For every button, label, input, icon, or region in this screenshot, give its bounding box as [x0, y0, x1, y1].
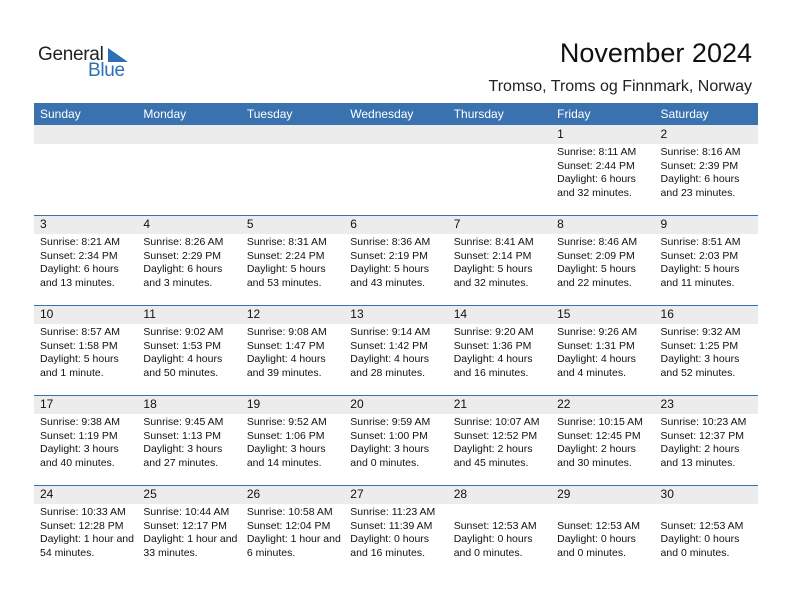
sunrise-text [143, 146, 240, 160]
daylight-minutes-text: and 1 minute. [40, 366, 104, 379]
sunrise-text: Sunrise: 10:07 AM [453, 416, 540, 428]
sunset-text: Sunset: 1:36 PM [453, 339, 532, 352]
day-cell [137, 485, 240, 575]
daylight-minutes-text: 33 minutes. [143, 546, 198, 559]
sunset-text: Sunset: 12:53 AM [557, 519, 640, 532]
week-cells [34, 125, 758, 215]
day-cell [241, 125, 344, 215]
sunrise-text: Sunrise: 9:45 AM [143, 416, 224, 428]
day-cell [655, 125, 758, 215]
daylight-minutes-text [247, 187, 344, 201]
daylight-minutes-text: and 32 minutes. [557, 186, 632, 199]
sunrise-text: Sunrise: 8:16 AM [660, 146, 741, 158]
sun-info [454, 416, 551, 470]
day-cell [551, 305, 654, 395]
sun-info [350, 506, 447, 560]
location-subtitle: Tromso, Troms og Finnmark, Norway [488, 78, 752, 95]
sun-info [247, 506, 344, 560]
day-number: 29 [557, 487, 571, 501]
day-number: 7 [453, 217, 461, 231]
day-cell [551, 125, 654, 215]
daylight-minutes-text: and 13 minutes. [40, 276, 115, 289]
page-title: November 2024 [559, 38, 752, 68]
daylight-minutes-text: and 32 minutes. [453, 276, 529, 289]
sun-info [557, 416, 654, 470]
sunset-text: Sunset: 1:53 PM [143, 339, 222, 352]
day-cell [448, 485, 551, 575]
daylight-minutes-text: and 14 minutes. [246, 456, 322, 469]
sunrise-text [40, 146, 137, 160]
daylight-text: Daylight: 2 hours [453, 443, 533, 455]
sunset-text: Sunset: 12:04 PM [246, 519, 331, 532]
daylight-text: Daylight: 3 hours [350, 443, 430, 455]
sunset-text: Sunset: 2:34 PM [40, 249, 118, 262]
day-number [247, 125, 344, 144]
sun-info [40, 416, 137, 470]
sunset-text [40, 160, 137, 174]
daylight-minutes-text: and 0 minutes. [660, 546, 730, 559]
sunset-text: Sunset: 1:25 PM [660, 339, 739, 352]
sunset-text: Sunset: 1:47 PM [246, 339, 325, 352]
sunset-text: Sunset: 12:37 PM [660, 429, 744, 442]
daylight-minutes-text: and 16 minutes. [453, 366, 529, 379]
sunrise-text: Sunrise: 8:31 AM [246, 236, 327, 248]
sunset-text: Sunset: 12:53 AM [660, 519, 744, 532]
weekday-header-row [34, 103, 758, 125]
sunrise-text: Sunrise: 8:51 AM [660, 236, 741, 248]
sunrise-text [661, 506, 758, 520]
weekday-header-thursday: Thursday [453, 107, 504, 121]
sun-info [143, 236, 240, 290]
daylight-minutes-text: and 4 minutes. [557, 366, 626, 379]
day-cell [241, 215, 344, 305]
sunrise-text: Sunrise: 9:02 AM [143, 326, 224, 338]
daylight-text: Daylight: 0 hours [557, 533, 636, 545]
sun-info [40, 326, 137, 380]
sun-info [557, 146, 654, 200]
daylight-minutes-text: and 0 minutes. [453, 546, 523, 559]
day-number: 25 [143, 487, 157, 501]
daylight-text: Daylight: 0 hours [350, 533, 430, 545]
sunset-text: Sunset: 2:24 PM [246, 249, 325, 262]
calendar-weeks [34, 125, 758, 575]
day-number: 30 [660, 487, 674, 501]
sun-info [661, 236, 758, 290]
sunrise-text [454, 506, 551, 520]
calendar-week-row [34, 125, 758, 215]
sunrise-text: Sunrise: 9:26 AM [557, 326, 638, 338]
day-number: 12 [246, 307, 261, 321]
day-cell [137, 395, 240, 485]
daylight-minutes-text [143, 187, 240, 201]
day-cell [551, 485, 654, 575]
day-cell [34, 215, 137, 305]
sunrise-text: Sunrise: 10:23 AM [660, 416, 747, 428]
sun-info [557, 506, 654, 560]
day-cell [344, 125, 447, 215]
daylight-minutes-text: and 40 minutes. [40, 456, 115, 469]
brand-logo [38, 44, 138, 80]
day-number: 8 [557, 217, 564, 231]
sunset-text: Sunset: 1:00 PM [350, 429, 428, 442]
sunset-text: Sunset: 2:29 PM [143, 249, 222, 262]
sun-info [350, 326, 447, 380]
sun-info [40, 236, 137, 290]
sun-info [143, 326, 240, 380]
day-cell [344, 485, 447, 575]
daylight-minutes-text: and 3 minutes. [143, 276, 213, 289]
day-cell [344, 215, 447, 305]
daylight-text [350, 173, 447, 187]
day-number: 26 [246, 487, 261, 501]
day-number: 24 [40, 487, 54, 501]
day-cell [551, 395, 654, 485]
daylight-text: Daylight: 6 hours [40, 263, 119, 275]
daylight-minutes-text: and 50 minutes. [143, 366, 219, 379]
sunset-text: Sunset: 12:52 PM [453, 429, 538, 442]
day-number: 2 [660, 127, 668, 141]
daylight-text: Daylight: 3 hours [246, 443, 326, 455]
day-cell [448, 305, 551, 395]
daylight-text [454, 173, 551, 187]
weekday-header-saturday: Saturday [660, 107, 709, 121]
sunset-text: Sunset: 2:03 PM [660, 249, 739, 262]
week-cells [34, 395, 758, 485]
daylight-text: Daylight: 5 hours [453, 263, 533, 275]
day-number: 5 [246, 217, 254, 231]
week-cells [34, 305, 758, 395]
day-cell [655, 395, 758, 485]
daylight-text: Daylight: 4 hours [246, 353, 326, 365]
day-number: 18 [143, 397, 157, 411]
daylight-text: Daylight: 4 hours [453, 353, 533, 365]
sun-info [454, 506, 551, 560]
daylight-text: Daylight: 6 hours [660, 173, 740, 185]
daylight-minutes-text: and 0 minutes. [557, 546, 626, 559]
day-number: 10 [40, 307, 54, 321]
day-number: 13 [350, 307, 364, 321]
day-cell [344, 395, 447, 485]
daylight-text: Daylight: 3 hours [143, 443, 223, 455]
sunrise-text: Sunrise: 9:52 AM [246, 416, 327, 428]
sunrise-text: Sunrise: 8:11 AM [557, 146, 637, 158]
day-cell [241, 485, 344, 575]
sun-info [661, 506, 758, 560]
daylight-minutes-text: and 22 minutes. [557, 276, 632, 289]
daylight-text: Daylight: 5 hours [557, 263, 636, 275]
day-number: 1 [557, 127, 564, 141]
day-number [143, 125, 240, 144]
sunset-text: Sunset: 12:17 PM [143, 519, 227, 532]
sun-info [143, 506, 240, 560]
sun-info [557, 236, 654, 290]
weekday-header-sunday: Sunday [40, 107, 81, 121]
daylight-text: Daylight: 0 hours [660, 533, 740, 545]
sunset-text: Sunset: 2:09 PM [557, 249, 635, 262]
logo-word-blue: Blue [88, 60, 125, 81]
daylight-text: Daylight: 5 hours [660, 263, 740, 275]
sunrise-text [350, 146, 447, 160]
sun-info [661, 326, 758, 380]
day-number: 20 [350, 397, 364, 411]
sunset-text: Sunset: 2:14 PM [453, 249, 532, 262]
day-number: 4 [143, 217, 151, 231]
day-cell [137, 305, 240, 395]
day-number: 9 [660, 217, 668, 231]
daylight-minutes-text: and 43 minutes. [350, 276, 425, 289]
weekday-header-friday: Friday [557, 107, 591, 121]
sunrise-text: Sunrise: 9:08 AM [246, 326, 327, 338]
day-cell [137, 215, 240, 305]
sun-info [40, 146, 137, 200]
day-number: 15 [557, 307, 571, 321]
day-number: 27 [350, 487, 364, 501]
sunset-text [143, 160, 240, 174]
daylight-text: Daylight: 2 hours [557, 443, 636, 455]
sunrise-text: Sunrise: 11:23 AM [350, 506, 436, 518]
day-cell [655, 215, 758, 305]
sunset-text: Sunset: 1:06 PM [246, 429, 325, 442]
sunrise-text: Sunrise: 10:33 AM [40, 506, 126, 518]
daylight-text: Daylight: 6 hours [557, 173, 636, 185]
day-cell [655, 485, 758, 575]
daylight-minutes-text: and 0 minutes. [350, 456, 420, 469]
day-cell [448, 395, 551, 485]
sun-info [454, 236, 551, 290]
daylight-text: Daylight: 1 hour and [143, 533, 238, 545]
sunset-text: Sunset: 2:19 PM [350, 249, 428, 262]
sunset-text: Sunset: 1:42 PM [350, 339, 428, 352]
sun-info [661, 416, 758, 470]
daylight-minutes-text: and 52 minutes. [660, 366, 736, 379]
sunset-text [247, 160, 344, 174]
daylight-text: Daylight: 5 hours [350, 263, 430, 275]
day-cell [34, 125, 137, 215]
calendar-week-row [34, 485, 758, 575]
sunrise-text: Sunrise: 8:21 AM [40, 236, 120, 248]
sunrise-text: Sunrise: 8:46 AM [557, 236, 638, 248]
day-cell [137, 125, 240, 215]
sunrise-text: Sunrise: 8:26 AM [143, 236, 224, 248]
sunset-text: Sunset: 12:45 PM [557, 429, 641, 442]
daylight-minutes-text [40, 187, 137, 201]
daylight-minutes-text [454, 187, 551, 201]
day-number: 14 [453, 307, 468, 321]
day-number: 23 [660, 397, 674, 411]
day-cell [34, 305, 137, 395]
day-number [454, 125, 551, 144]
calendar-week-row [34, 395, 758, 485]
sunrise-text: Sunrise: 9:59 AM [350, 416, 431, 428]
day-cell [551, 215, 654, 305]
daylight-text: Daylight: 1 hour and [246, 533, 341, 545]
sunrise-text: Sunrise: 9:38 AM [40, 416, 120, 428]
sun-info [40, 506, 137, 560]
sunset-text: Sunset: 2:44 PM [557, 159, 635, 172]
day-number: 3 [40, 217, 47, 231]
calendar-week-row [34, 215, 758, 305]
daylight-text [247, 173, 344, 187]
daylight-text [143, 173, 240, 187]
sun-info [247, 146, 344, 200]
sun-info [454, 326, 551, 380]
daylight-minutes-text: and 13 minutes. [660, 456, 736, 469]
sunset-text: Sunset: 1:31 PM [557, 339, 635, 352]
sunset-text: Sunset: 11:39 AM [350, 519, 433, 532]
daylight-text: Daylight: 3 hours [660, 353, 740, 365]
sunrise-text: Sunrise: 10:58 AM [246, 506, 333, 518]
daylight-minutes-text: and 39 minutes. [246, 366, 322, 379]
day-number: 11 [143, 307, 156, 321]
sunrise-text: Sunrise: 9:20 AM [453, 326, 534, 338]
sunrise-text: Sunrise: 10:44 AM [143, 506, 230, 518]
weekday-header-tuesday: Tuesday [246, 107, 293, 121]
sunrise-text: Sunrise: 10:15 AM [557, 416, 643, 428]
sun-info [143, 416, 240, 470]
daylight-text: Daylight: 4 hours [350, 353, 430, 365]
sunrise-text: Sunrise: 9:14 AM [350, 326, 431, 338]
sun-info [454, 146, 551, 200]
daylight-minutes-text: and 16 minutes. [350, 546, 425, 559]
weekday-header-monday: Monday [143, 107, 187, 121]
daylight-minutes-text: and 27 minutes. [143, 456, 219, 469]
daylight-text: Daylight: 1 hour and [40, 533, 134, 545]
sunset-text [350, 160, 447, 174]
sun-info [350, 236, 447, 290]
calendar-grid [34, 103, 758, 575]
sunset-text: Sunset: 2:39 PM [660, 159, 739, 172]
logo-word-general: General [38, 44, 104, 65]
daylight-minutes-text: 6 minutes. [246, 546, 296, 559]
daylight-text: Daylight: 3 hours [40, 443, 119, 455]
sun-info [247, 326, 344, 380]
sun-info [350, 146, 447, 200]
day-number: 22 [557, 397, 571, 411]
sunrise-text: Sunrise: 8:36 AM [350, 236, 431, 248]
day-cell [448, 215, 551, 305]
week-cells [34, 215, 758, 305]
daylight-minutes-text: and 28 minutes. [350, 366, 425, 379]
daylight-minutes-text: and 53 minutes. [246, 276, 322, 289]
daylight-minutes-text: and 45 minutes. [453, 456, 529, 469]
day-number [350, 125, 447, 144]
sunset-text: Sunset: 12:28 PM [40, 519, 124, 532]
day-cell [34, 395, 137, 485]
sunset-text: Sunset: 1:58 PM [40, 339, 118, 352]
sun-info [247, 416, 344, 470]
sunset-text: Sunset: 12:53 AM [453, 519, 537, 532]
daylight-text: Daylight: 5 hours [40, 353, 119, 365]
day-number: 28 [453, 487, 468, 501]
daylight-text: Daylight: 0 hours [453, 533, 533, 545]
daylight-minutes-text: 54 minutes. [40, 546, 95, 559]
daylight-minutes-text: and 11 minutes. [660, 276, 735, 289]
sunrise-text: Sunrise: 9:32 AM [660, 326, 741, 338]
sunrise-text: Sunrise: 8:57 AM [40, 326, 120, 338]
day-number: 16 [660, 307, 674, 321]
day-cell [655, 305, 758, 395]
sun-info [143, 146, 240, 200]
sunrise-text [454, 146, 551, 160]
daylight-text: Daylight: 6 hours [143, 263, 223, 275]
daylight-minutes-text: and 23 minutes. [660, 186, 736, 199]
daylight-minutes-text [350, 187, 447, 201]
sunrise-text [557, 506, 654, 520]
daylight-text: Daylight: 4 hours [557, 353, 636, 365]
daylight-text: Daylight: 2 hours [660, 443, 740, 455]
sun-info [661, 146, 758, 200]
day-cell [448, 125, 551, 215]
week-cells [34, 485, 758, 575]
day-number: 21 [453, 397, 468, 411]
sunset-text: Sunset: 1:13 PM [143, 429, 222, 442]
weekday-header-wednesday: Wednesday [350, 107, 414, 121]
daylight-minutes-text: and 30 minutes. [557, 456, 632, 469]
day-cell [34, 485, 137, 575]
day-number: 19 [246, 397, 261, 411]
sunset-text: Sunset: 1:19 PM [40, 429, 118, 442]
day-cell [241, 395, 344, 485]
sunrise-text: Sunrise: 8:41 AM [453, 236, 534, 248]
calendar-week-row [34, 305, 758, 395]
day-cell [344, 305, 447, 395]
day-cell [241, 305, 344, 395]
sunrise-text [247, 146, 344, 160]
day-number: 17 [40, 397, 54, 411]
sunset-text [454, 160, 551, 174]
daylight-text [40, 173, 137, 187]
daylight-text: Daylight: 5 hours [246, 263, 326, 275]
sun-info [247, 236, 344, 290]
daylight-text: Daylight: 4 hours [143, 353, 223, 365]
day-number [40, 125, 137, 144]
sun-info [350, 416, 447, 470]
day-number: 6 [350, 217, 357, 231]
sun-info [557, 326, 654, 380]
